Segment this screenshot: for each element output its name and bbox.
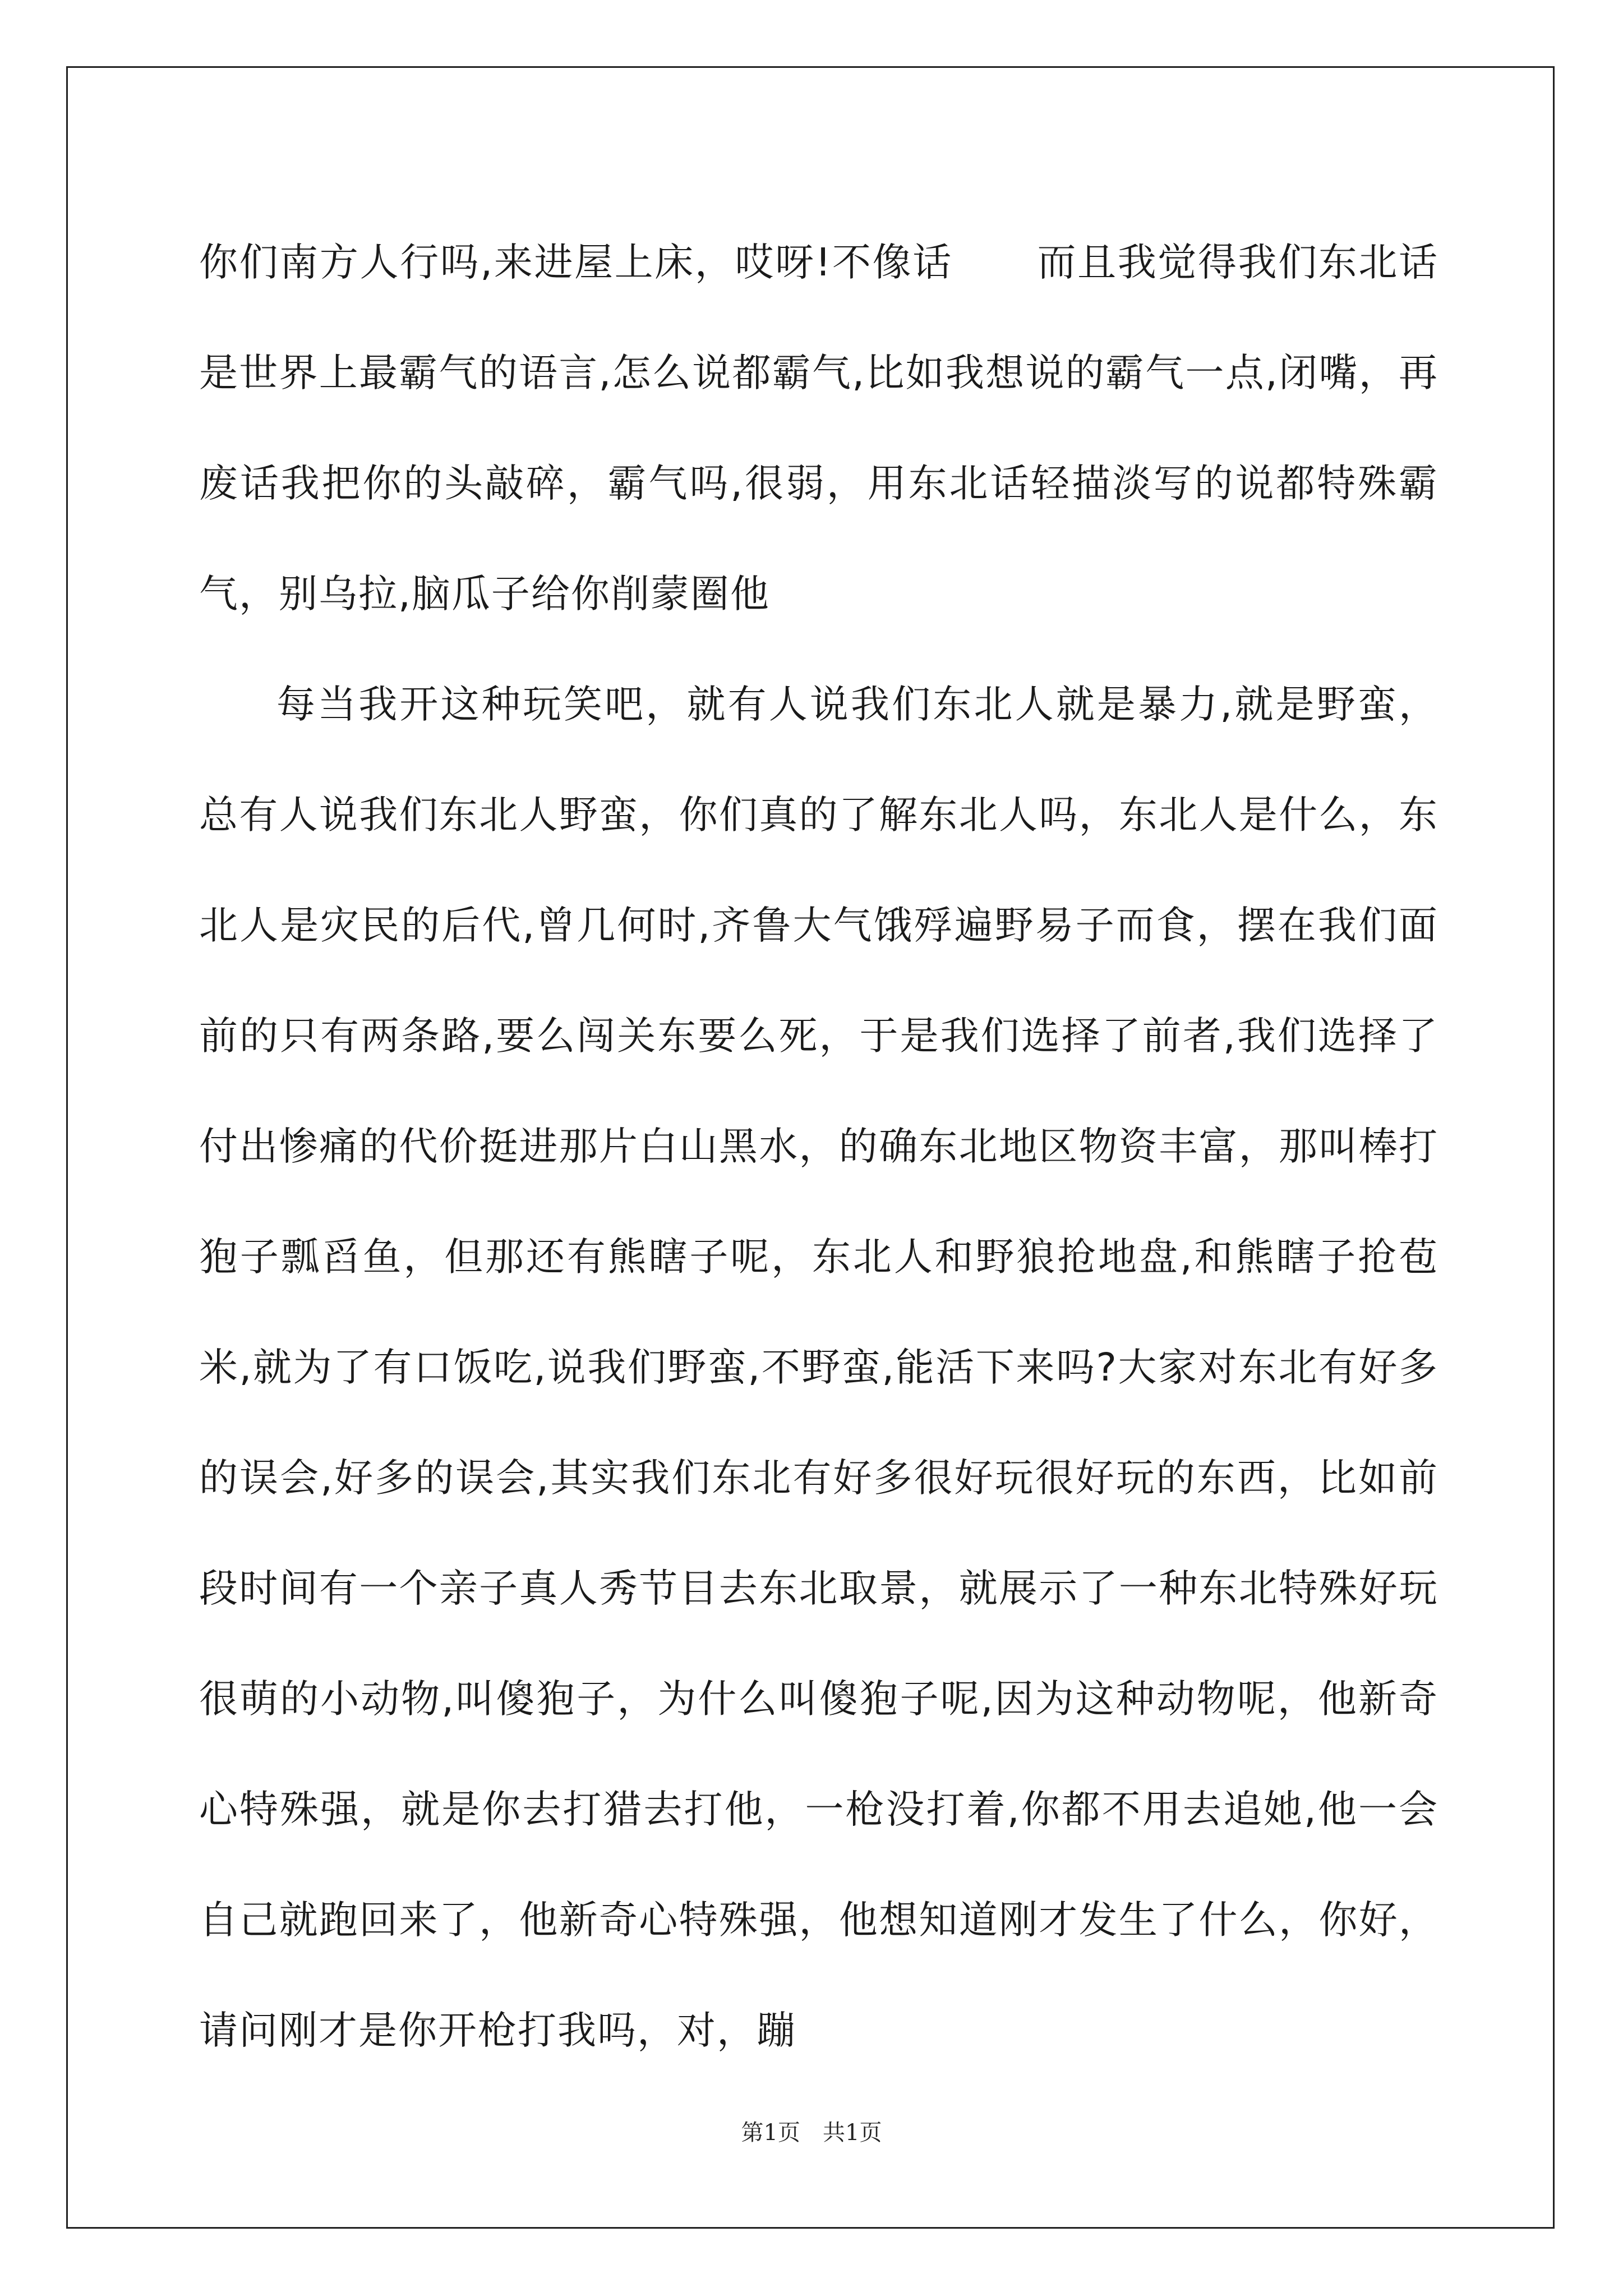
page-number: 第1页 — [741, 2120, 800, 2146]
paragraph-1-part-b: 而且我觉得我们东北话是世界上最霸气的语言,怎么说都霸气,比如我想说的霸气一点,闭嘴，再废话我把你的头敲碎，霸气吗,很弱，用东北话轻描淡写的说都特殊霸气，别乌拉,脑瓜子给你削蒙圈他 — [199, 240, 1439, 616]
page-total: 共1页 — [823, 2120, 882, 2146]
document-body — [199, 208, 1438, 2086]
paragraph-2: 每当我开这种玩笑吧，就有人说我们东北人就是暴力,就是野蛮，总有人说我们东北人野蛮，你们真的了解东北人吗，东北人是什么，东北人是灾民的后代,曾几何时,齐鲁大气饿殍遍野易子而食，摆在我们面前的只有两条路,要么闯关东要么死，于是我们选择了前者,我们选择了付出惨痛的代价挺进那片白山黑水，的确东北地区物资丰富，那叫棒打狍子瓢舀鱼，但那还有熊瞎子呢，东北人和野狼抢地盘,和熊瞎子抢苞米,就为了有口饭吃,说我们野蛮,不野蛮,能活下来吗?大家对东北有好多的误会,好多的误会,其实我们东北有好多很好玩很好玩的东西，比如前段时间有一个亲子真人秀节目去东北取景，就展示了一种东北特殊好玩很萌的小动物,叫傻狍子，为什么叫傻狍子呢,因为这种动物呢，他新奇心特殊强，就是你去打猎去打他，一枪没打着,你都不用去追她,他一会自己就跑回来了，他新奇心特殊强，他想知道刚才发生了什么，你好，请问刚才是你开枪打我吗，对，蹦 — [199, 682, 1438, 2053]
page-footer — [0, 2115, 1623, 2147]
paragraph-1-part-a: 你们南方人行吗,来进屋上床，哎呀!不像话 — [199, 240, 953, 285]
paragraph-1 — [199, 208, 1438, 650]
